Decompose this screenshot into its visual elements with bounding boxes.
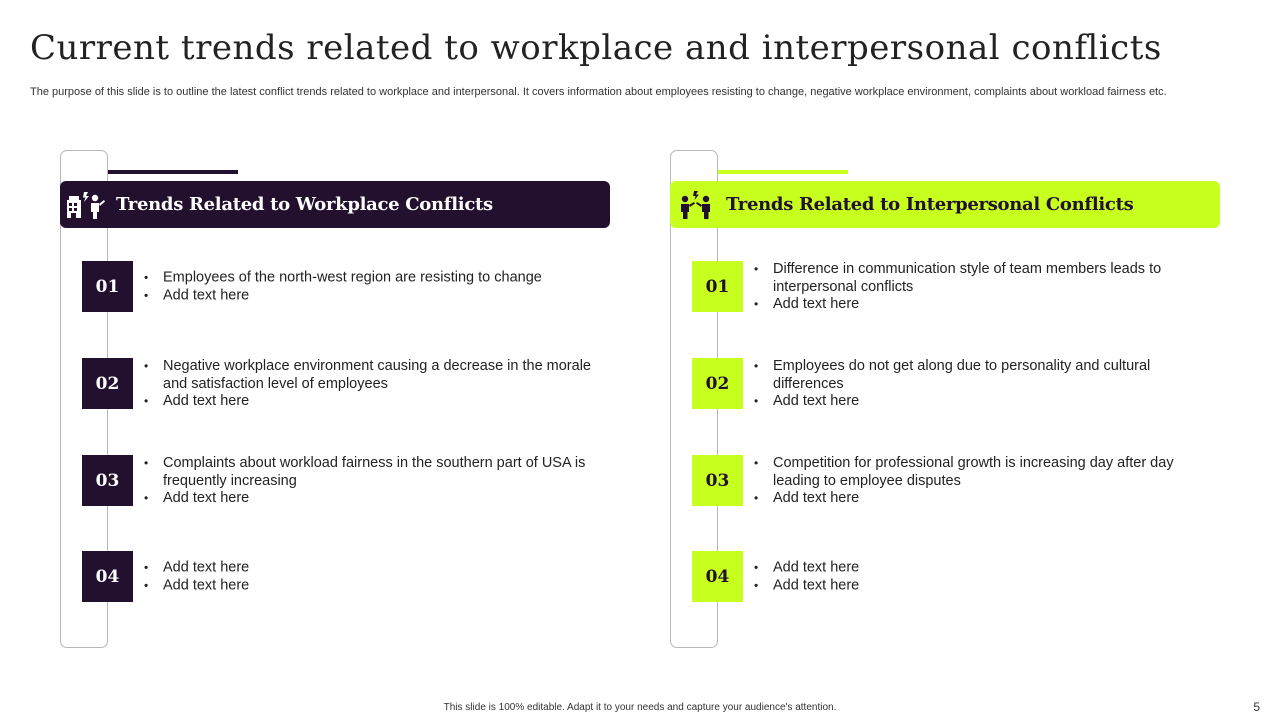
bullet-text: • Add text here — [751, 490, 1211, 508]
bullet-list — [751, 560, 1211, 595]
bullet-text: • Negative workplace environment causing a decrease in the morale and satisfaction level of employees — [141, 358, 601, 393]
slide-title: Current trends related to workplace and interpersonal conflicts — [30, 28, 1162, 68]
bullet-list — [141, 358, 601, 411]
bullet-list — [751, 358, 1211, 411]
list-item — [692, 455, 1222, 507]
item-number: 03 — [82, 455, 133, 506]
accent-bar — [108, 170, 238, 174]
list-item — [692, 551, 1222, 603]
bullet-list — [141, 455, 601, 508]
slide-footer: This slide is 100% editable. Adapt it to your needs and capture your audience's attention. — [443, 702, 837, 713]
list-item — [692, 261, 1222, 313]
bullet-list — [141, 270, 601, 305]
bullet-text: • Add text here — [141, 560, 601, 578]
bullet-text: • Complaints about workload fairness in the southern part of USA is frequently increasing — [141, 455, 601, 490]
workplace-conflicts-panel — [60, 150, 620, 650]
item-number: 02 — [82, 358, 133, 409]
bullet-text: • Add text here — [141, 490, 601, 508]
list-item — [82, 455, 612, 507]
bullet-text: • Employees of the north-west region are resisting to change — [141, 270, 601, 288]
bullet-list — [141, 560, 601, 595]
accent-bar — [718, 170, 848, 174]
slide-subtitle: The purpose of this slide is to outline the latest conflict trends related to workplace and interpersonal. It covers information about employees resisting to change, negative workplace environment, complaints about workload fairness etc. — [30, 86, 1167, 98]
list-item — [82, 551, 612, 603]
bullet-text: • Employees do not get along due to personality and cultural differences — [751, 358, 1211, 393]
item-number: 04 — [82, 551, 133, 602]
bullet-text: • Add text here — [751, 577, 1211, 595]
interpersonal-conflicts-header — [670, 181, 1220, 228]
page-number: 5 — [1253, 700, 1260, 714]
item-number: 01 — [82, 261, 133, 312]
people-conflict-icon — [676, 189, 716, 221]
building-conflict-icon — [66, 189, 106, 221]
list-item — [692, 358, 1222, 410]
bullet-text: • Add text here — [751, 393, 1211, 411]
bullet-text: • Competition for professional growth is increasing day after day leading to employee disputes — [751, 455, 1211, 490]
item-number: 02 — [692, 358, 743, 409]
list-item — [82, 358, 612, 410]
bullet-text: • Difference in communication style of team members leads to interpersonal conflicts — [751, 261, 1211, 296]
bullet-text: • Add text here — [751, 560, 1211, 578]
item-number: 04 — [692, 551, 743, 602]
interpersonal-conflicts-heading: Trends Related to Interpersonal Conflicts — [726, 194, 1134, 215]
item-number: 03 — [692, 455, 743, 506]
bullet-text: • Add text here — [751, 296, 1211, 314]
bullet-list — [751, 261, 1211, 314]
list-item — [82, 261, 612, 313]
bullet-text: • Add text here — [141, 577, 601, 595]
workplace-conflicts-header — [60, 181, 610, 228]
workplace-conflicts-heading: Trends Related to Workplace Conflicts — [116, 194, 493, 215]
bullet-text: • Add text here — [141, 287, 601, 305]
bullet-list — [751, 455, 1211, 508]
item-number: 01 — [692, 261, 743, 312]
interpersonal-conflicts-panel — [670, 150, 1230, 650]
bullet-text: • Add text here — [141, 393, 601, 411]
